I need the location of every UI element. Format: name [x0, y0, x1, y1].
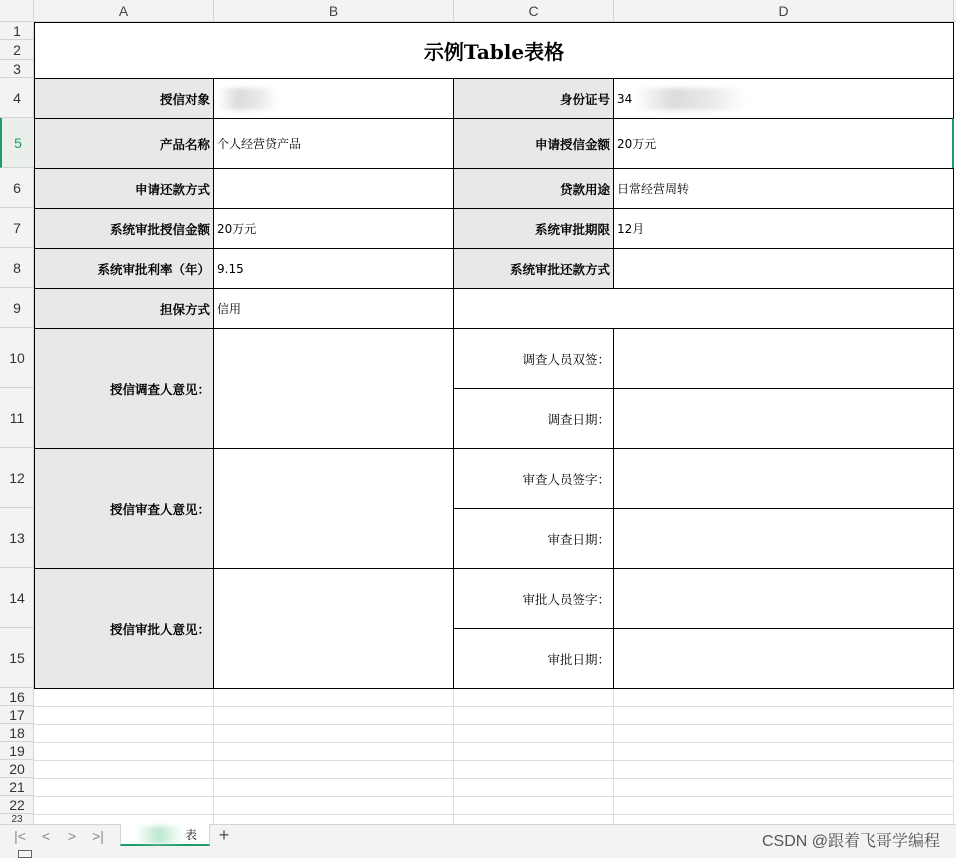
- cell-reviewer-sign-value[interactable]: [613, 448, 954, 509]
- row-header[interactable]: 7: [0, 208, 34, 248]
- row-header[interactable]: 20: [0, 760, 34, 778]
- gridline: [613, 688, 614, 824]
- gridline: [34, 796, 954, 797]
- column-header-d[interactable]: D: [614, 0, 954, 22]
- gridline: [34, 760, 954, 761]
- add-sheet-icon[interactable]: +: [218, 825, 230, 845]
- label-system-approved-term[interactable]: 系统审批期限: [453, 208, 614, 249]
- row-header[interactable]: 2: [0, 40, 34, 60]
- label-credit-target[interactable]: 授信对象: [34, 78, 214, 119]
- label-investigator-dual-sign[interactable]: 调查人员双签：: [453, 328, 614, 389]
- cell-system-approved-rate-value[interactable]: 9.15: [213, 248, 454, 289]
- row-header[interactable]: 3: [0, 60, 34, 78]
- row-header[interactable]: 12: [0, 448, 34, 508]
- row-header[interactable]: 21: [0, 778, 34, 796]
- redaction-blur: [218, 88, 278, 110]
- sheet-tab-label: 表: [184, 828, 197, 842]
- row-header[interactable]: 8: [0, 248, 34, 288]
- row-header[interactable]: 22: [0, 796, 34, 814]
- row-header[interactable]: 23: [0, 814, 34, 825]
- gridline: [34, 778, 954, 779]
- cell-system-approved-amount-value[interactable]: 20万元: [213, 208, 454, 249]
- redaction-blur: [135, 826, 183, 844]
- label-apply-amount[interactable]: 申请授信金额: [453, 118, 614, 169]
- cell-empty-merged[interactable]: [453, 288, 954, 329]
- cell-investigation-date-value[interactable]: [613, 388, 954, 449]
- cell-loan-purpose-value[interactable]: 日常经营周转: [613, 168, 954, 209]
- row-header[interactable]: 13: [0, 508, 34, 568]
- gridline: [34, 814, 954, 815]
- column-header-c[interactable]: C: [454, 0, 614, 22]
- label-system-approved-amount[interactable]: 系统审批授信金额: [34, 208, 214, 249]
- cell-investigator-opinion-value[interactable]: [213, 328, 454, 449]
- label-approval-date[interactable]: 审批日期：: [453, 628, 614, 689]
- redaction-blur: [636, 88, 746, 110]
- cell-approval-date-value[interactable]: [613, 628, 954, 689]
- gridline: [213, 688, 214, 824]
- watermark: CSDN @跟着飞哥学编程: [761, 833, 940, 850]
- label-reviewer-opinion[interactable]: 授信审查人意见：: [34, 448, 214, 569]
- column-header-b[interactable]: B: [214, 0, 454, 22]
- label-system-approved-rate[interactable]: 系统审批利率（年）: [34, 248, 214, 289]
- select-all-corner[interactable]: [0, 0, 34, 22]
- row-header[interactable]: 4: [0, 78, 34, 118]
- title-border: [34, 22, 954, 78]
- gridline: [34, 706, 954, 707]
- label-product-name[interactable]: 产品名称: [34, 118, 214, 169]
- gridline: [34, 742, 954, 743]
- cell-approver-opinion-value[interactable]: [213, 568, 454, 689]
- label-loan-purpose[interactable]: 贷款用途: [453, 168, 614, 209]
- label-approver-opinion[interactable]: 授信审批人意见：: [34, 568, 214, 689]
- label-approver-sign[interactable]: 审批人员签字：: [453, 568, 614, 629]
- cell-id-number-value[interactable]: [613, 78, 954, 119]
- cell-repayment-method-value[interactable]: [213, 168, 454, 209]
- column-header-a[interactable]: A: [34, 0, 214, 22]
- last-sheet-icon[interactable]: >|: [92, 828, 104, 844]
- row-header[interactable]: 19: [0, 742, 34, 760]
- cell-approver-sign-value[interactable]: [613, 568, 954, 629]
- row-header[interactable]: 10: [0, 328, 34, 388]
- label-repayment-method[interactable]: 申请还款方式: [34, 168, 214, 209]
- label-review-date[interactable]: 审查日期：: [453, 508, 614, 569]
- label-reviewer-sign[interactable]: 审查人员签字：: [453, 448, 614, 509]
- cell-reviewer-opinion-value[interactable]: [213, 448, 454, 569]
- row-header-selected[interactable]: 5: [0, 118, 34, 168]
- label-investigation-date[interactable]: 调查日期：: [453, 388, 614, 449]
- row-header[interactable]: 11: [0, 388, 34, 448]
- cell-apply-amount-value[interactable]: 20万元: [613, 118, 954, 169]
- next-sheet-icon[interactable]: >: [67, 828, 77, 844]
- cell-review-date-value[interactable]: [613, 508, 954, 569]
- gridline: [34, 724, 954, 725]
- cell-investigator-dual-sign-value[interactable]: [613, 328, 954, 389]
- row-header[interactable]: 16: [0, 688, 34, 706]
- sheet-view-icon[interactable]: [18, 850, 32, 858]
- row-header[interactable]: 14: [0, 568, 34, 628]
- cell-guarantee-method-value[interactable]: 信用: [213, 288, 454, 329]
- gridline: [453, 688, 454, 824]
- sheet-title[interactable]: 示例Table表格: [34, 22, 954, 78]
- row-header[interactable]: 17: [0, 706, 34, 724]
- label-system-repayment-method[interactable]: 系统审批还款方式: [453, 248, 614, 289]
- row-header[interactable]: 9: [0, 288, 34, 328]
- row-header[interactable]: 6: [0, 168, 34, 208]
- id-prefix: 34: [617, 91, 633, 106]
- cell-system-repayment-method-value[interactable]: [613, 248, 954, 289]
- cell-credit-target-value[interactable]: [213, 78, 454, 119]
- cell-system-approved-term-value[interactable]: 12月: [613, 208, 954, 249]
- cell-product-name-value[interactable]: 个人经营贷产品: [213, 118, 454, 169]
- sheet-tab[interactable]: [120, 824, 210, 846]
- row-header[interactable]: 15: [0, 628, 34, 688]
- label-id-number[interactable]: 身份证号: [453, 78, 614, 119]
- label-guarantee-method[interactable]: 担保方式: [34, 288, 214, 329]
- prev-sheet-icon[interactable]: <: [41, 828, 51, 844]
- row-header[interactable]: 1: [0, 22, 34, 40]
- row-header[interactable]: 18: [0, 724, 34, 742]
- first-sheet-icon[interactable]: |<: [14, 828, 26, 844]
- label-investigator-opinion[interactable]: 授信调查人意见：: [34, 328, 214, 449]
